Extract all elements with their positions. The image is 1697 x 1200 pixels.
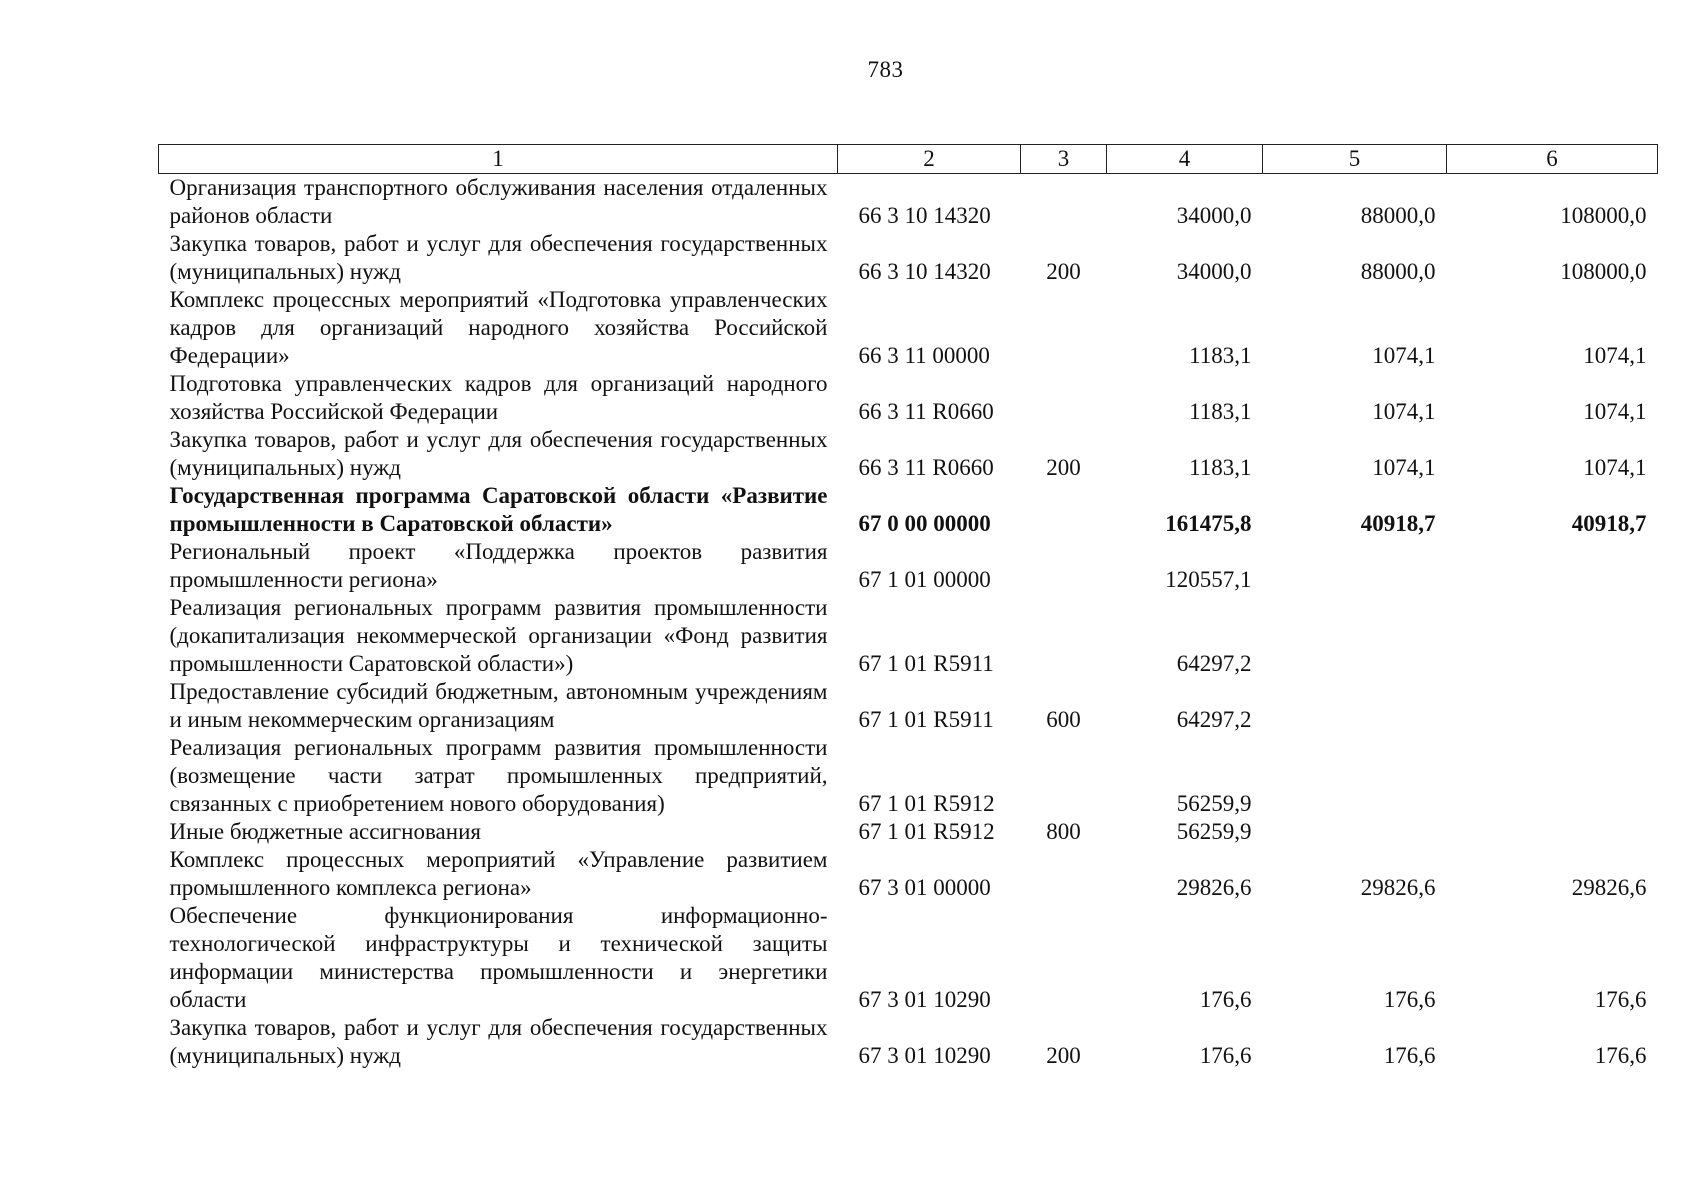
row-value-col4: 1183,1 <box>1189 455 1252 480</box>
row-value-col4: 56259,9 <box>1176 791 1252 816</box>
row-value-col6 <box>1447 594 1658 678</box>
row-expense-type: 600 <box>1046 707 1081 732</box>
row-name: Региональный проект «Поддержка проектов развития промышленности региона» <box>169 539 828 592</box>
row-expense-type: 200 <box>1046 455 1081 480</box>
row-value-col4: 64297,2 <box>1176 651 1252 676</box>
table-row <box>159 174 1658 231</box>
table-row <box>159 426 1658 482</box>
row-value-col6: 108000,0 <box>1560 203 1647 228</box>
row-code: 67 1 01 R5911 <box>858 707 994 732</box>
row-value-col5 <box>1263 538 1447 594</box>
row-code: 67 3 01 00000 <box>858 875 991 900</box>
table-row <box>159 818 1658 846</box>
row-code: 66 3 10 14320 <box>858 259 991 284</box>
row-value-col6: 176,6 <box>1594 987 1647 1012</box>
row-value-col4: 34000,0 <box>1176 259 1252 284</box>
row-name: Иные бюджетные ассигнования <box>169 819 481 844</box>
row-code: 67 1 01 R5911 <box>858 651 994 676</box>
row-value-col6: 108000,0 <box>1560 259 1647 284</box>
header-col-4: 4 <box>1107 145 1263 174</box>
row-expense-type <box>1021 482 1107 538</box>
row-value-col5 <box>1263 818 1447 846</box>
row-value-col5: 88000,0 <box>1360 259 1436 284</box>
page-number: 783 <box>867 57 904 82</box>
row-expense-type <box>1021 734 1107 818</box>
row-value-col5 <box>1263 734 1447 818</box>
row-value-col4: 29826,6 <box>1176 875 1252 900</box>
row-value-col5: 88000,0 <box>1360 203 1436 228</box>
row-name: Реализация региональных программ развития промышленности (докапитализация некоммерческой организации «Фонд развития промышленности Саратовской области») <box>169 595 828 676</box>
row-name: Государственная программа Саратовской области «Развитие промышленности в Саратовской области» <box>169 483 828 536</box>
row-value-col5: 1074,1 <box>1372 399 1436 424</box>
budget-table <box>158 144 1658 1070</box>
row-code: 66 3 10 14320 <box>858 203 991 228</box>
row-expense-type <box>1021 902 1107 1014</box>
row-expense-type: 800 <box>1046 819 1081 844</box>
row-code: 67 3 01 10290 <box>858 987 991 1012</box>
row-value-col5: 176,6 <box>1383 1043 1436 1068</box>
row-value-col6: 1074,1 <box>1583 455 1647 480</box>
row-name: Предоставление субсидий бюджетным, автономным учреждениям и иным некоммерческим организациям <box>169 679 828 732</box>
header-col-6: 6 <box>1447 145 1658 174</box>
table-body <box>159 174 1658 1071</box>
header-row <box>159 145 1658 174</box>
table-row <box>159 846 1658 902</box>
row-value-col4: 161475,8 <box>1165 511 1252 536</box>
row-expense-type <box>1021 370 1107 426</box>
table-row <box>159 734 1658 818</box>
table-row <box>159 230 1658 286</box>
row-code: 66 3 11 R0660 <box>858 455 994 480</box>
row-name: Комплекс процессных мероприятий «Управление развитием промышленного комплекса региона» <box>169 847 828 900</box>
row-value-col6 <box>1447 538 1658 594</box>
row-value-col5: 40918,7 <box>1360 511 1436 536</box>
row-value-col4: 176,6 <box>1199 1043 1252 1068</box>
row-value-col6: 1074,1 <box>1583 399 1647 424</box>
row-expense-type <box>1021 846 1107 902</box>
row-value-col6 <box>1447 818 1658 846</box>
row-code: 67 0 00 00000 <box>858 511 991 536</box>
row-code: 67 1 01 R5912 <box>858 819 995 844</box>
row-value-col4: 64297,2 <box>1176 707 1252 732</box>
table-row <box>159 1014 1658 1070</box>
row-value-col4: 120557,1 <box>1165 567 1252 592</box>
row-value-col5 <box>1263 594 1447 678</box>
table-row <box>159 538 1658 594</box>
row-value-col6: 1074,1 <box>1583 343 1647 368</box>
row-value-col4: 1183,1 <box>1189 399 1252 424</box>
row-code: 66 3 11 R0660 <box>858 399 994 424</box>
row-name: Комплекс процессных мероприятий «Подготовка управленческих кадров для организаций народного хозяйства Российской Федерации» <box>169 287 828 368</box>
table-row <box>159 678 1658 734</box>
row-name: Закупка товаров, работ и услуг для обеспечения государственных (муниципальных) нужд <box>169 1015 828 1068</box>
row-value-col6 <box>1447 678 1658 734</box>
table-header <box>159 145 1658 174</box>
row-value-col4: 176,6 <box>1199 987 1252 1012</box>
row-value-col6: 40918,7 <box>1571 511 1647 536</box>
row-code: 67 3 01 10290 <box>858 1043 991 1068</box>
row-code: 66 3 11 00000 <box>858 343 990 368</box>
row-name: Обеспечение функционирования информационно-технологической инфраструктуры и технической защиты информации министерства промышленности и энергетики области <box>169 903 828 1012</box>
row-expense-type <box>1021 538 1107 594</box>
table-row <box>159 286 1658 370</box>
row-value-col5: 29826,6 <box>1360 875 1436 900</box>
table-row <box>159 370 1658 426</box>
row-value-col6 <box>1447 734 1658 818</box>
row-name: Подготовка управленческих кадров для организаций народного хозяйства Российской Федерации <box>169 371 828 424</box>
table-row <box>159 482 1658 538</box>
row-value-col4: 1183,1 <box>1189 343 1252 368</box>
row-value-col4: 56259,9 <box>1176 819 1252 844</box>
row-code: 67 1 01 R5912 <box>858 791 995 816</box>
row-expense-type <box>1021 594 1107 678</box>
row-code: 67 1 01 00000 <box>858 567 991 592</box>
row-value-col4: 34000,0 <box>1176 203 1252 228</box>
row-expense-type: 200 <box>1046 1043 1081 1068</box>
row-value-col6: 29826,6 <box>1571 875 1647 900</box>
header-col-2: 2 <box>838 145 1021 174</box>
row-value-col5: 1074,1 <box>1372 343 1436 368</box>
row-expense-type <box>1021 286 1107 370</box>
header-col-5: 5 <box>1263 145 1447 174</box>
row-name: Закупка товаров, работ и услуг для обеспечения государственных (муниципальных) нужд <box>169 427 828 480</box>
row-name: Закупка товаров, работ и услуг для обеспечения государственных (муниципальных) нужд <box>169 231 828 284</box>
row-value-col5 <box>1263 678 1447 734</box>
row-name: Реализация региональных программ развития промышленности (возмещение части затрат промышленных предприятий, связанных с приобретением нового оборудования) <box>169 735 828 816</box>
row-expense-type <box>1021 174 1107 231</box>
header-col-1: 1 <box>159 145 838 174</box>
table-row <box>159 902 1658 1014</box>
row-expense-type: 200 <box>1046 259 1081 284</box>
table-row <box>159 594 1658 678</box>
header-col-3: 3 <box>1021 145 1107 174</box>
row-value-col5: 176,6 <box>1383 987 1436 1012</box>
row-value-col5: 1074,1 <box>1372 455 1436 480</box>
row-name: Организация транспортного обслуживания населения отдаленных районов области <box>169 175 828 228</box>
row-value-col6: 176,6 <box>1594 1043 1647 1068</box>
